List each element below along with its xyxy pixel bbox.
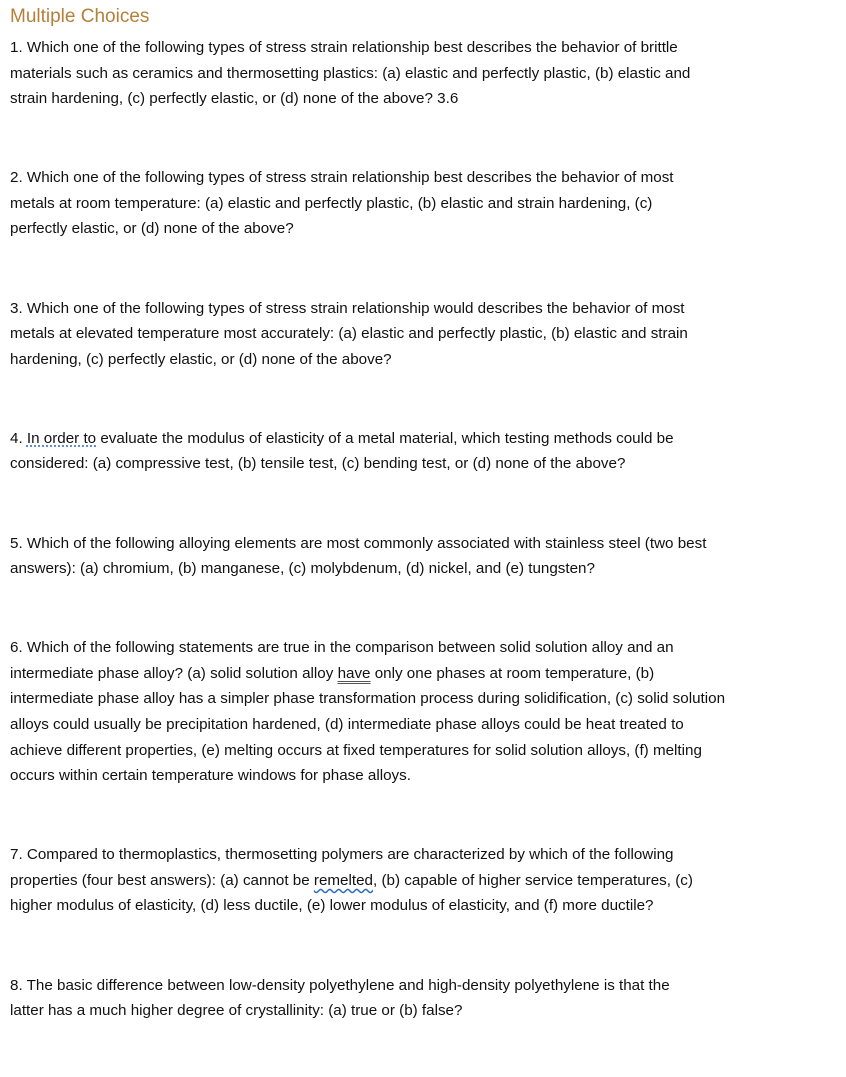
question-text-line [10, 661, 846, 687]
question-text-line [10, 426, 846, 452]
proofing-marked-word: remelted [313, 871, 373, 889]
question-text-line [10, 998, 846, 1024]
text-segment: , (b) capable of higher service temperatures, (c) [373, 871, 693, 889]
question-text-line [10, 321, 846, 347]
question-text-line [10, 556, 846, 582]
text-segment: higher modulus of elasticity, (d) less ductile, (e) lower modulus of elasticity, and (f) more ductile? [10, 897, 654, 915]
question-7 [10, 842, 846, 919]
text-segment: answers): (a) chromium, (b) manganese, (c) molybdenum, (d) nickel, and (e) tungsten? [10, 560, 595, 578]
question-text-line [10, 35, 846, 61]
text-segment: 7. Compared to thermoplastics, thermosetting polymers are characterized by which of the following [10, 846, 674, 864]
question-text-line [10, 868, 846, 894]
question-text-line [10, 86, 846, 112]
question-text-line [10, 451, 846, 477]
text-segment: metals at elevated temperature most accurately: (a) elastic and perfectly plastic, (b) elastic and strain [10, 325, 688, 343]
question-text-line [10, 216, 846, 242]
question-text-line [10, 191, 846, 217]
question-text-line [10, 635, 846, 661]
text-segment: 6. Which of the following statements are true in the comparison between solid solution alloy and an [10, 639, 674, 657]
text-segment: intermediate phase alloy has a simpler phase transformation process during solidification, (c) solid solution [10, 690, 726, 708]
text-segment: perfectly elastic, or (d) none of the above? [10, 220, 294, 238]
text-segment: hardening, (c) perfectly elastic, or (d) none of the above? [10, 350, 392, 368]
question-text-line [10, 738, 846, 764]
text-segment: occurs within certain temperature windows for phase alloys. [10, 767, 411, 785]
text-segment: 2. Which one of the following types of stress strain relationship best describes the behavior of most [10, 169, 674, 187]
question-text-line [10, 347, 846, 373]
proofing-marked-word: have [337, 664, 371, 682]
question-3 [10, 296, 846, 373]
question-list [10, 35, 846, 1077]
text-segment: materials such as ceramics and thermosetting plastics: (a) elastic and perfectly plastic, (b) elastic and [10, 64, 691, 82]
question-text-line [10, 296, 846, 322]
question-text-line [10, 973, 846, 999]
question-text-line [10, 893, 846, 919]
proofing-marked-word: In order to [26, 429, 97, 447]
text-segment: metals at room temperature: (a) elastic and perfectly plastic, (b) elastic and strain hardening, (c) [10, 194, 653, 212]
text-segment: evaluate the modulus of elasticity of a metal material, which testing methods could be [96, 429, 674, 447]
question-5 [10, 531, 846, 582]
text-segment: 4. [10, 429, 27, 447]
question-text-line [10, 61, 846, 87]
question-text-line [10, 842, 846, 868]
text-segment: latter has a much higher degree of crystallinity: (a) true or (b) false? [10, 1002, 463, 1020]
text-segment: 8. The basic difference between low-density polyethylene and high-density polyethylene is that the [10, 976, 670, 994]
question-text-line [10, 712, 846, 738]
question-text-line [10, 686, 846, 712]
question-1 [10, 35, 846, 112]
document-heading: Multiple Choices [10, 6, 150, 27]
text-segment: 5. Which of the following alloying elements are most commonly associated with stainless steel (two best [10, 534, 707, 552]
question-8 [10, 973, 846, 1024]
text-segment: considered: (a) compressive test, (b) tensile test, (c) bending test, or (d) none of the above? [10, 455, 626, 473]
text-segment: strain hardening, (c) perfectly elastic, or (d) none of the above? 3.6 [10, 90, 459, 108]
question-text-line [10, 531, 846, 557]
text-segment: 3. Which one of the following types of stress strain relationship would describes the behavior of most [10, 299, 685, 317]
question-text-line [10, 165, 846, 191]
text-segment: intermediate phase alloy? (a) solid solution alloy [10, 664, 338, 682]
text-segment: only one phases at room temperature, (b) [370, 664, 655, 682]
text-segment: alloys could usually be precipitation hardened, (d) intermediate phase alloys could be heat treated to [10, 716, 684, 733]
text-segment: achieve different properties, (e) melting occurs at fixed temperatures for solid solution alloys, (f) melting [10, 741, 702, 759]
question-text-line [10, 763, 846, 789]
question-4 [10, 426, 846, 477]
text-segment: 1. Which one of the following types of stress strain relationship best describes the behavior of brittle [10, 39, 678, 56]
question-2 [10, 165, 846, 242]
question-6 [10, 635, 846, 789]
text-segment: properties (four best answers): (a) cannot be [10, 871, 314, 889]
